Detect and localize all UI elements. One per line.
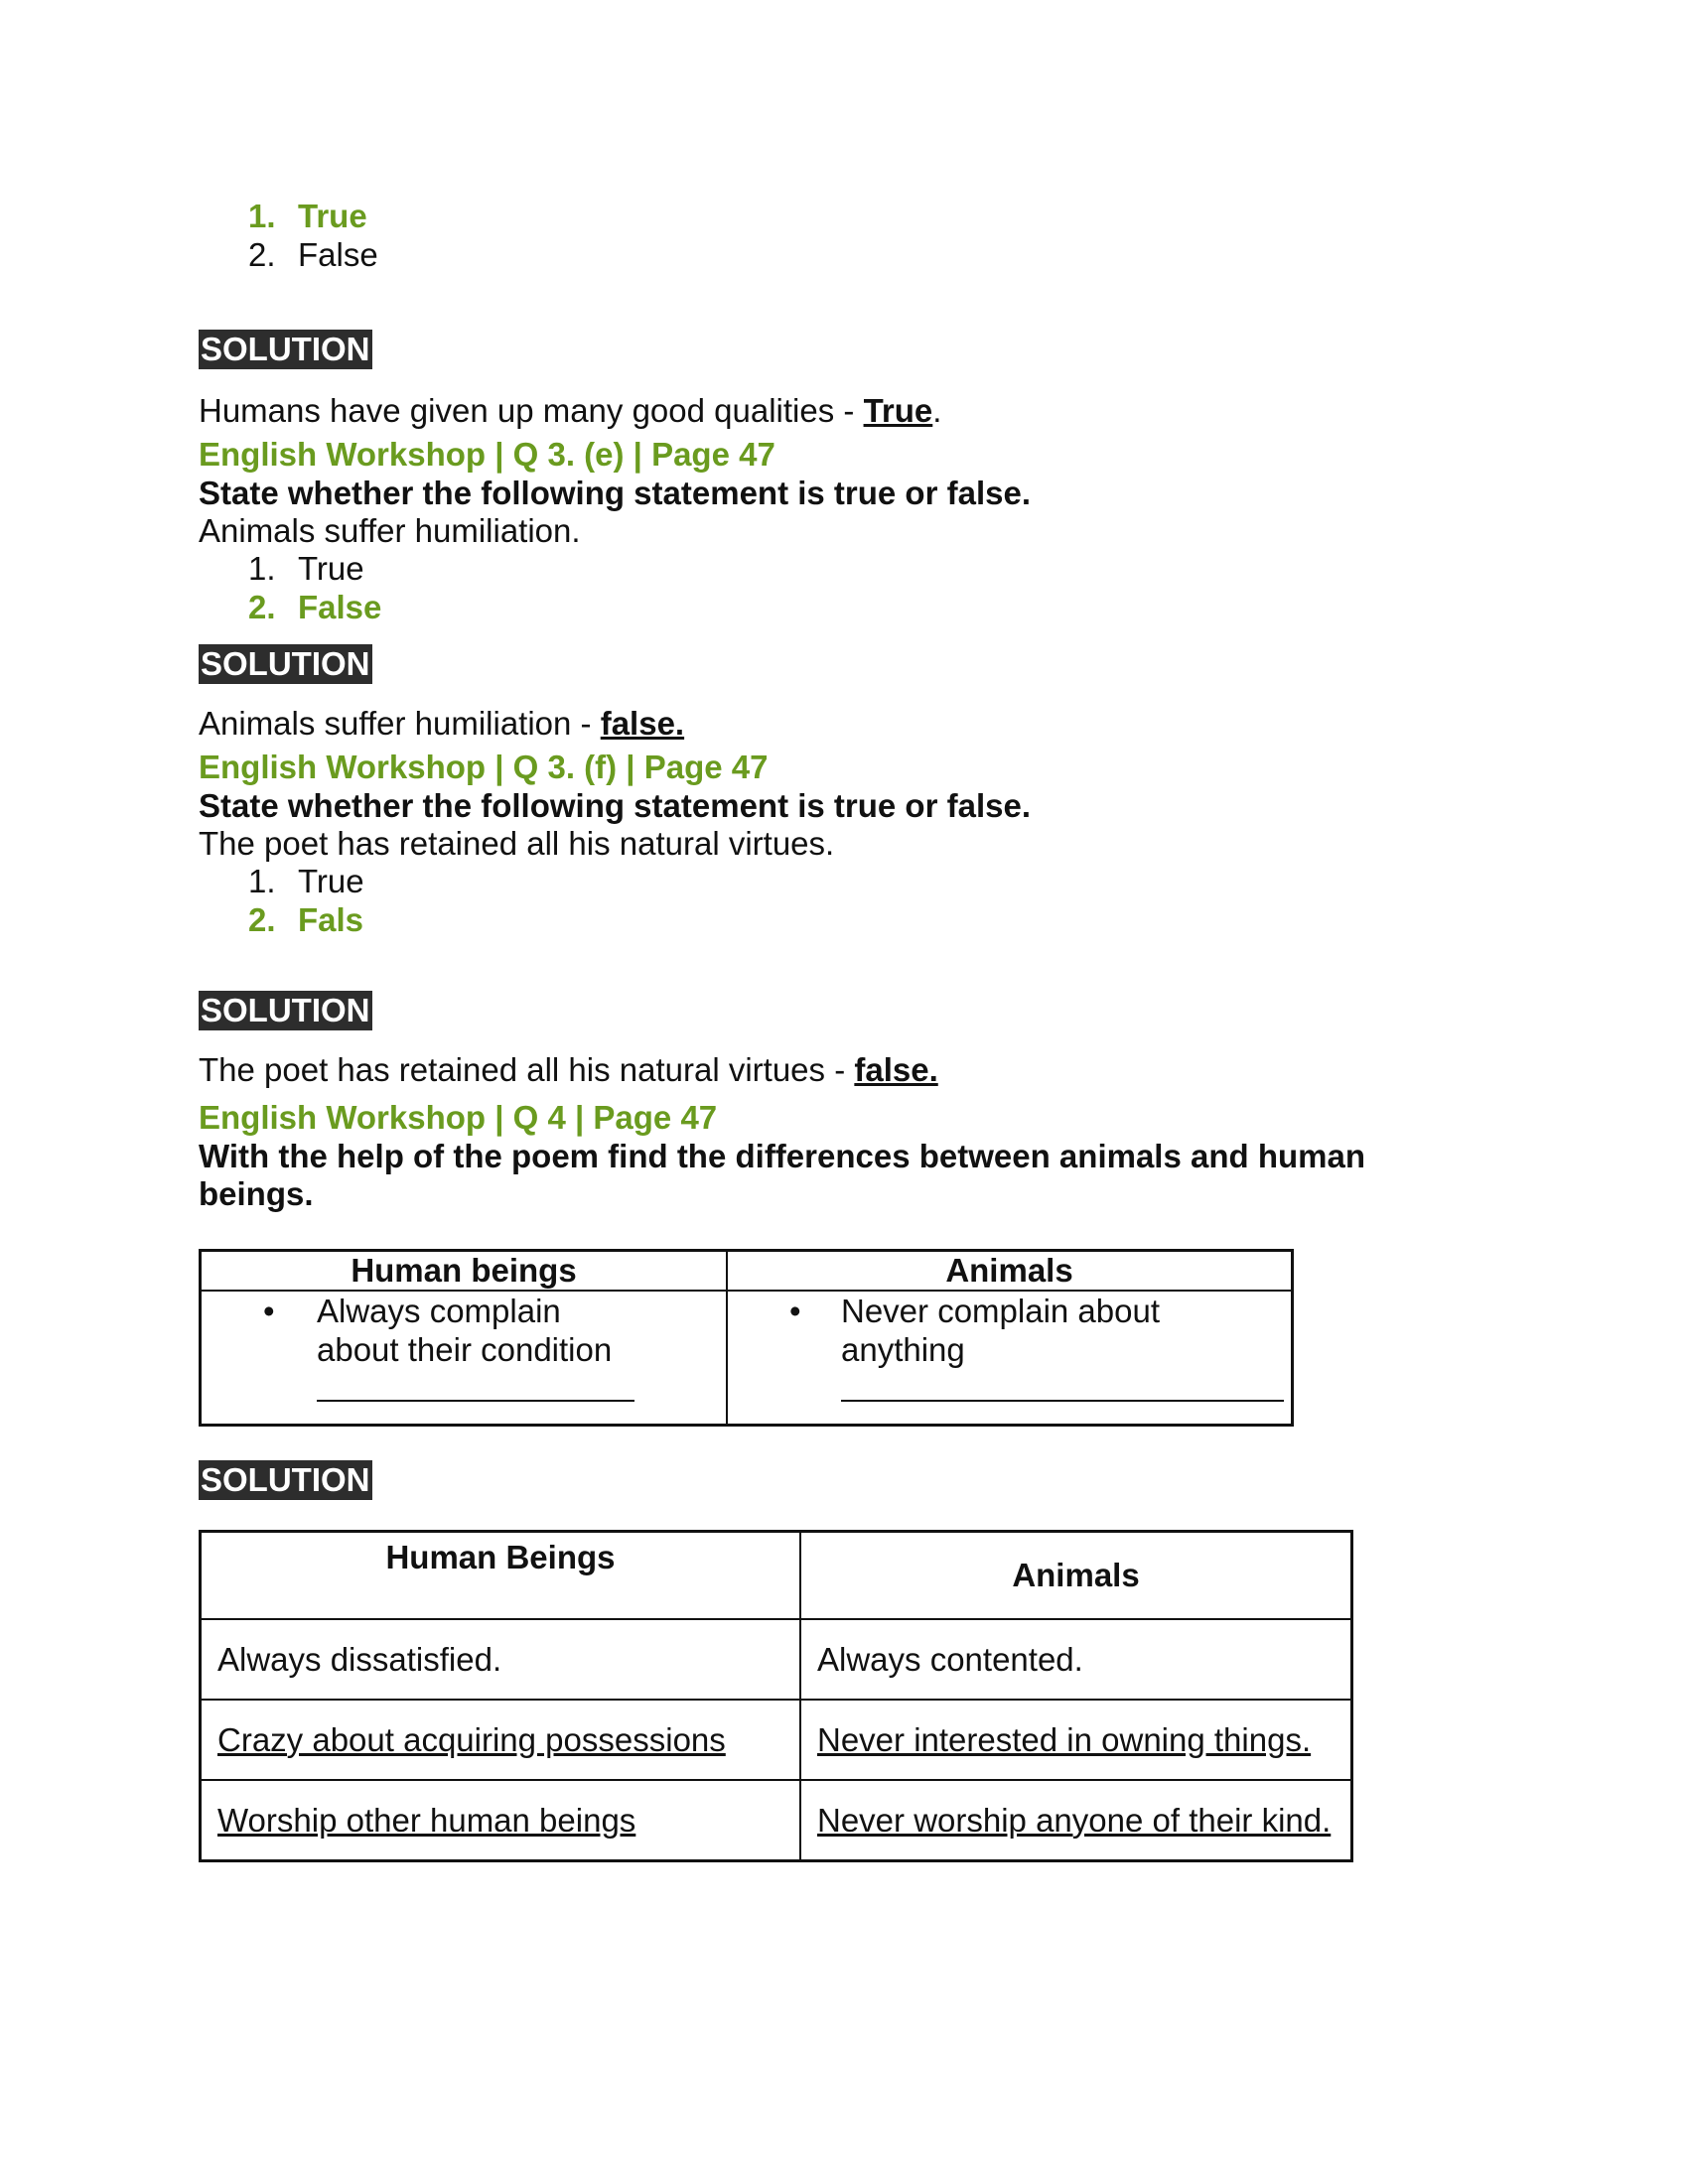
question-text: State whether the following statement is true or false. (199, 787, 1031, 824)
answer-line: Humans have given up many good qualities - True. (199, 392, 942, 429)
question-text: State whether the following statement is true or false. (199, 475, 1031, 511)
bullet-icon: • (263, 1293, 275, 1329)
column-header: Human beings (201, 1251, 728, 1292)
statement-text: The poet has retained all his natural virtues. (199, 825, 835, 862)
option-item: 1. True (248, 550, 364, 587)
table-row (201, 1619, 1352, 1700)
table-cell: Crazy about acquiring possessions (201, 1700, 801, 1780)
answer-key: false. (600, 705, 685, 742)
table-cell: Never interested in owning things. (800, 1700, 1352, 1780)
blank-line (317, 1400, 634, 1402)
statement-text: Animals suffer humiliation. (199, 512, 581, 549)
table-cell: • Always complain about their condition (201, 1291, 728, 1426)
solution-label: SOLUTION (201, 992, 370, 1028)
answer-line: The poet has retained all his natural virtues - false. (199, 1051, 938, 1088)
table-cell: Worship other human beings (201, 1780, 801, 1861)
option-item: 1. True (248, 198, 367, 234)
solution-label: SOLUTION (201, 645, 370, 682)
options-list (199, 197, 1489, 274)
table-row (201, 1780, 1352, 1861)
option-item: 2. False (248, 236, 378, 273)
column-header: Human Beings (201, 1532, 801, 1620)
column-header: Animals (800, 1532, 1352, 1620)
table-row (201, 1700, 1352, 1780)
solution-label: SOLUTION (201, 1461, 370, 1498)
solution-table (199, 1530, 1353, 1862)
option-item: 2. Fals (248, 901, 364, 938)
bullet-icon: • (789, 1293, 801, 1329)
question-table (199, 1249, 1294, 1427)
table-cell: Always contented. (800, 1619, 1352, 1700)
column-header: Animals (727, 1251, 1293, 1292)
answer-key: false. (854, 1051, 938, 1088)
option-item: 1. True (248, 863, 364, 899)
solution-label: SOLUTION (201, 331, 370, 367)
table-cell: Never worship anyone of their kind. (800, 1780, 1352, 1861)
options-list (199, 549, 1489, 626)
section-heading: English Workshop | Q 3. (f) | Page 47 (199, 749, 769, 785)
option-item: 2. False (248, 589, 382, 625)
section-heading: English Workshop | Q 3. (e) | Page 47 (199, 436, 775, 473)
question-text: With the help of the poem find the differences between animals and human beings. (199, 1138, 1365, 1212)
answer-key: True (863, 392, 933, 429)
table-cell: Always dissatisfied. (201, 1619, 801, 1700)
section-heading: English Workshop | Q 4 | Page 47 (199, 1099, 718, 1136)
document-page (199, 197, 1489, 1862)
table-cell: • Never complain about anything (727, 1291, 1293, 1426)
options-list (199, 862, 1489, 939)
blank-line (841, 1400, 1284, 1402)
answer-line: Animals suffer humiliation - false. (199, 705, 685, 742)
